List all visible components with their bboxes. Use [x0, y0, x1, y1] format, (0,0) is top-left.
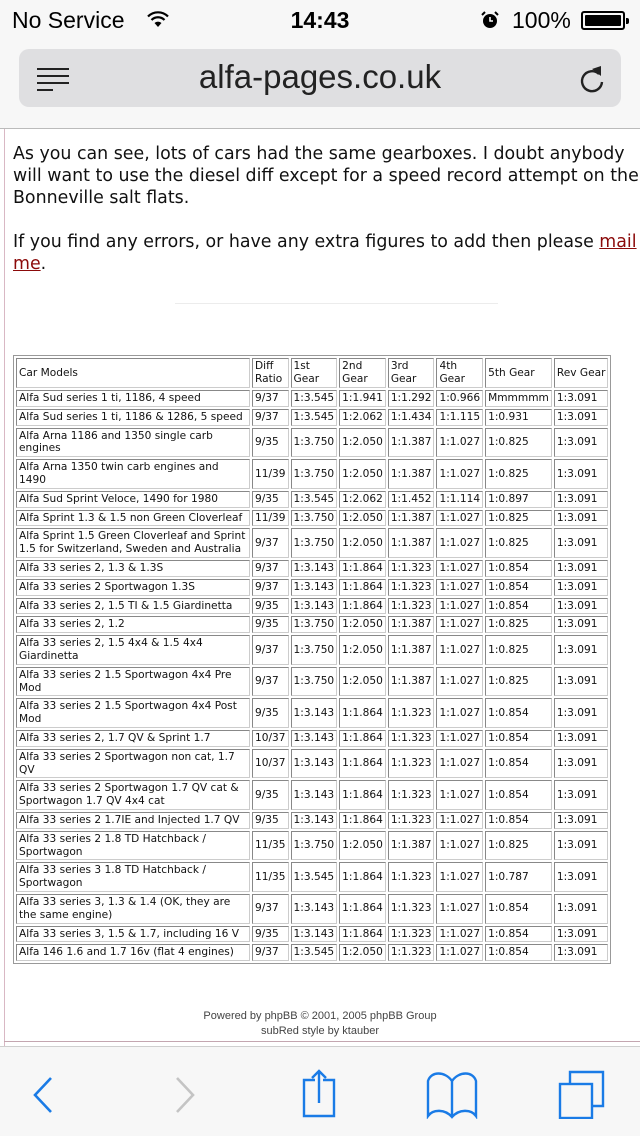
ratio-cell: 1:2.050 [339, 944, 386, 961]
ratio-cell: 1:3.545 [291, 944, 338, 961]
ratio-cell: 1:0.854 [485, 944, 552, 961]
ratio-cell: 1:0.854 [485, 698, 552, 728]
car-model-cell: Alfa Sud series 1 ti, 1186 & 1286, 5 speed [16, 409, 250, 426]
car-model-cell: Alfa 33 series 3, 1.5 & 1.7, including 16 V [16, 926, 250, 943]
browser-toolbar [0, 1046, 640, 1136]
car-model-cell: Alfa Arna 1350 twin carb engines and 1490 [16, 459, 250, 489]
page-bottom-border [4, 1041, 640, 1042]
car-model-cell: Alfa 33 series 2 Sportwagon 1.3S [16, 579, 250, 596]
ratio-cell: 1:0.854 [485, 926, 552, 943]
ratio-cell: 1:3.143 [291, 598, 338, 615]
ratio-cell: 1:0.825 [485, 528, 552, 558]
ratio-cell: 1:1.864 [339, 598, 386, 615]
ratio-cell: 1:3.143 [291, 579, 338, 596]
ratio-cell: 1:0.854 [485, 560, 552, 577]
ratio-cell: 1:0.825 [485, 635, 552, 665]
ratio-cell: 1:0.825 [485, 667, 552, 697]
ratio-cell: 9/35 [252, 698, 289, 728]
ratio-cell: 1:1.027 [436, 749, 483, 779]
ratio-cell: 1:3.091 [554, 491, 609, 508]
ratio-cell: 1:2.050 [339, 510, 386, 527]
table-row [16, 428, 608, 458]
ratio-cell: 1:1.027 [436, 831, 483, 861]
ratio-cell: 1:2.050 [339, 528, 386, 558]
reload-icon[interactable] [577, 63, 607, 95]
ratio-cell: 1:1.323 [388, 730, 435, 747]
ratio-cell: 1:3.091 [554, 616, 609, 633]
ratio-cell: 1:3.091 [554, 510, 609, 527]
car-model-cell: Alfa 33 series 3 1.8 TD Hatchback / Sportwagon [16, 862, 250, 892]
forward-icon[interactable] [160, 1069, 210, 1119]
ratio-cell: 1:1.323 [388, 749, 435, 779]
ratio-cell: 1:3.091 [554, 862, 609, 892]
ratio-cell: 1:1.864 [339, 862, 386, 892]
ratio-cell: 1:1.323 [388, 862, 435, 892]
url-text[interactable]: alfa-pages.co.uk [198, 58, 442, 95]
ratio-cell: 1:2.050 [339, 428, 386, 458]
car-model-cell: Alfa 33 series 2 Sportwagon non cat, 1.7 QV [16, 749, 250, 779]
column-header: 2nd Gear [339, 358, 386, 388]
table-row [16, 944, 608, 961]
ratio-cell: 1:1.434 [388, 409, 435, 426]
ratio-cell: 1:3.750 [291, 528, 338, 558]
ratio-cell: 1:1.027 [436, 510, 483, 527]
ratio-cell: 1:3.143 [291, 926, 338, 943]
divider [175, 303, 498, 304]
ratio-cell: 1:1.027 [436, 635, 483, 665]
ratio-cell: 1:1.027 [436, 894, 483, 924]
ratio-cell: 9/37 [252, 944, 289, 961]
ratio-cell: 1:1.323 [388, 894, 435, 924]
car-model-cell: Alfa Sud series 1 ti, 1186, 4 speed [16, 390, 250, 407]
car-model-cell: Alfa 33 series 2 1.7IE and Injected 1.7 QV [16, 812, 250, 829]
ratio-cell: 1:3.750 [291, 831, 338, 861]
ratio-cell: 1:1.452 [388, 491, 435, 508]
ratio-cell: 1:1.027 [436, 616, 483, 633]
ratio-cell: 1:1.864 [339, 749, 386, 779]
ratio-cell: 1:1.387 [388, 510, 435, 527]
table-row [16, 749, 608, 779]
ratio-cell: 1:3.091 [554, 409, 609, 426]
table-row [16, 926, 608, 943]
ratio-cell: 1:1.387 [388, 667, 435, 697]
battery-icon [581, 11, 625, 30]
ratio-cell: 1:3.091 [554, 780, 609, 810]
ratio-cell: 1:0.854 [485, 749, 552, 779]
table-row [16, 409, 608, 426]
car-model-cell: Alfa 33 series 2, 1.7 QV & Sprint 1.7 [16, 730, 250, 747]
table-row [16, 390, 608, 407]
ratio-cell: 1:0.825 [485, 616, 552, 633]
mail-me-link[interactable]: mail [599, 232, 637, 252]
table-row [16, 616, 608, 633]
ratio-cell: 1:0.854 [485, 894, 552, 924]
ratio-cell: 1:1.864 [339, 780, 386, 810]
car-model-cell: Alfa 33 series 2 1.5 Sportwagon 4x4 Pre Mod [16, 667, 250, 697]
ratio-cell: 1:1.027 [436, 698, 483, 728]
ratio-cell: 1:3.750 [291, 635, 338, 665]
ratio-cell: 1:1.115 [436, 409, 483, 426]
ratio-cell: 1:1.387 [388, 616, 435, 633]
battery-percentage: 100% [512, 7, 571, 33]
ratio-cell: 1:3.091 [554, 944, 609, 961]
car-model-cell: Alfa 33 series 2, 1.3 & 1.3S [16, 560, 250, 577]
ratio-cell: 9/35 [252, 926, 289, 943]
ratio-cell: 1:0.854 [485, 780, 552, 810]
ratio-cell: 1:1.864 [339, 894, 386, 924]
style-credit-text: subRed style by ktauber [260, 1025, 379, 1037]
car-model-cell: Alfa 33 series 2 Sportwagon 1.7 QV cat & Sportwagon 1.7 QV 4x4 cat [16, 780, 250, 810]
car-model-cell: Alfa Sprint 1.3 & 1.5 non Green Cloverleaf [16, 510, 250, 527]
table-row [16, 812, 608, 829]
ratio-cell: 1:0.854 [485, 812, 552, 829]
ratio-cell: 1:1.027 [436, 579, 483, 596]
ratio-cell: 1:3.091 [554, 894, 609, 924]
ratio-cell: 1:1.027 [436, 862, 483, 892]
ratio-cell: 10/37 [252, 749, 289, 779]
table-row [16, 560, 608, 577]
ratio-cell: 1:1.387 [388, 428, 435, 458]
table-row [16, 491, 608, 508]
table-row [16, 598, 608, 615]
ratio-cell: 1:1.387 [388, 831, 435, 861]
ratio-cell: 1:1.323 [388, 780, 435, 810]
ratio-cell: 1:3.143 [291, 894, 338, 924]
ratio-cell: 1:1.864 [339, 698, 386, 728]
ratio-cell: 1:3.091 [554, 560, 609, 577]
ratio-cell: 9/35 [252, 598, 289, 615]
ratio-cell: 1:1.864 [339, 560, 386, 577]
car-model-cell: Alfa 33 series 3, 1.3 & 1.4 (OK, they are the same engine) [16, 894, 250, 924]
car-model-cell: Alfa 146 1.6 and 1.7 16v (flat 4 engines) [16, 944, 250, 961]
table-row [16, 698, 608, 728]
share-icon[interactable] [294, 1069, 344, 1119]
ratio-cell: 9/37 [252, 635, 289, 665]
ratio-cell: 1:3.545 [291, 491, 338, 508]
alarm-icon [481, 11, 499, 29]
column-header: Car Models [16, 358, 250, 388]
ratio-cell: 1:1.027 [436, 459, 483, 489]
ratio-cell: 9/35 [252, 428, 289, 458]
ratio-cell: 9/37 [252, 560, 289, 577]
ratio-cell: 1:1.027 [436, 926, 483, 943]
ratio-cell: 1:1.027 [436, 812, 483, 829]
ratio-cell: 1:0.966 [436, 390, 483, 407]
status-bar [0, 0, 640, 40]
ratio-cell: 1:1.027 [436, 780, 483, 810]
tabs-icon[interactable] [557, 1069, 607, 1119]
powered-by-text: Powered by phpBB © 2001, 2005 phpBB Group [203, 1010, 437, 1022]
car-model-cell: Alfa 33 series 2, 1.2 [16, 616, 250, 633]
ratio-cell: 1:2.050 [339, 635, 386, 665]
ratio-cell: 1:1.323 [388, 698, 435, 728]
contact-paragraph: If you find any errors, or have any extra figures to add then please mail me. [13, 232, 637, 274]
ratio-cell: 1:0.825 [485, 510, 552, 527]
ratio-cell: 9/37 [252, 390, 289, 407]
ratio-cell: 9/35 [252, 780, 289, 810]
table-row [16, 635, 608, 665]
ratio-cell: 1:0.897 [485, 491, 552, 508]
ratio-cell: 1:1.864 [339, 926, 386, 943]
mail-me-link-continued[interactable]: me [13, 254, 41, 274]
car-model-cell: Alfa Sud Sprint Veloce, 1490 for 1980 [16, 491, 250, 508]
ratio-cell: 1:1.864 [339, 730, 386, 747]
table-row [16, 459, 608, 489]
back-icon[interactable] [18, 1069, 68, 1119]
car-model-cell: Alfa 33 series 2, 1.5 4x4 & 1.5 4x4 Giardinetta [16, 635, 250, 665]
ratio-cell: 1:1.027 [436, 598, 483, 615]
ratio-cell: 1:3.545 [291, 390, 338, 407]
ratio-cell: 1:3.750 [291, 459, 338, 489]
ratio-cell: 1:0.825 [485, 459, 552, 489]
ratio-cell: 1:3.143 [291, 560, 338, 577]
ratio-cell: 1:2.050 [339, 616, 386, 633]
column-header: Rev Gear [554, 358, 609, 388]
ratio-cell: 1:0.825 [485, 428, 552, 458]
ratio-cell: 1:1.323 [388, 560, 435, 577]
ratio-cell: 1:1.114 [436, 491, 483, 508]
ratio-cell: 1:3.143 [291, 730, 338, 747]
ratio-cell: 11/35 [252, 831, 289, 861]
ratio-cell: 9/35 [252, 616, 289, 633]
ratio-cell: 1:3.143 [291, 698, 338, 728]
clock: 14:43 [290, 7, 350, 33]
ratio-cell: 1:1.027 [436, 428, 483, 458]
ratio-cell: 1:3.545 [291, 862, 338, 892]
ratio-cell: 1:1.292 [388, 390, 435, 407]
ratio-cell: 9/35 [252, 812, 289, 829]
gear-ratio-table [13, 355, 611, 964]
car-model-cell: Alfa 33 series 2 1.8 TD Hatchback / Sportwagon [16, 831, 250, 861]
ratio-cell: 11/35 [252, 862, 289, 892]
ratio-cell: 1:3.091 [554, 579, 609, 596]
intro-paragraph: As you can see, lots of cars had the same gearboxes. I doubt anybody will want to use the diesel diff except for a speed record attempt on the Bonneville salt flats. [13, 144, 639, 208]
ratio-cell: 1:2.062 [339, 409, 386, 426]
ratio-cell: 1:1.387 [388, 635, 435, 665]
ratio-cell: 1:0.825 [485, 831, 552, 861]
ratio-cell: 1:1.323 [388, 926, 435, 943]
car-model-cell: Alfa Sprint 1.5 Green Cloverleaf and Sprint 1.5 for Switzerland, Sweden and Australia [16, 528, 250, 558]
ratio-cell: 1:0.854 [485, 730, 552, 747]
ratio-cell: 9/37 [252, 579, 289, 596]
ratio-cell: 1:3.091 [554, 698, 609, 728]
ratio-cell: 1:1.864 [339, 579, 386, 596]
table-row [16, 579, 608, 596]
ratio-cell: 1:3.091 [554, 635, 609, 665]
page-footer [0, 1009, 640, 1039]
ratio-cell: 1:2.050 [339, 667, 386, 697]
ratio-cell: 1:3.750 [291, 616, 338, 633]
article-text [13, 143, 640, 297]
ratio-cell: 11/39 [252, 459, 289, 489]
ratio-cell: 1:1.027 [436, 944, 483, 961]
ratio-cell: 1:1.027 [436, 730, 483, 747]
ratio-cell: 1:3.143 [291, 780, 338, 810]
table-row [16, 510, 608, 527]
ratio-cell: 1:1.941 [339, 390, 386, 407]
ratio-cell: 1:3.091 [554, 428, 609, 458]
bookmarks-icon[interactable] [425, 1069, 479, 1119]
ratio-cell: 1:3.143 [291, 812, 338, 829]
ratio-cell: Mmmmmm [485, 390, 552, 407]
ratio-cell: 9/37 [252, 894, 289, 924]
ratio-cell: 1:3.091 [554, 812, 609, 829]
ratio-cell: 9/35 [252, 491, 289, 508]
ratio-cell: 1:0.854 [485, 579, 552, 596]
ratio-cell: 1:1.387 [388, 528, 435, 558]
table-row [16, 667, 608, 697]
ratio-cell: 1:1.323 [388, 812, 435, 829]
ratio-cell: 1:2.050 [339, 459, 386, 489]
table-row [16, 780, 608, 810]
ratio-cell: 11/39 [252, 510, 289, 527]
ratio-cell: 1:1.027 [436, 560, 483, 577]
ratio-cell: 1:3.750 [291, 428, 338, 458]
ratio-cell: 1:3.143 [291, 749, 338, 779]
ratio-cell: 1:3.545 [291, 409, 338, 426]
ratio-cell: 1:1.387 [388, 459, 435, 489]
ratio-cell: 1:2.050 [339, 831, 386, 861]
ratio-cell: 1:0.787 [485, 862, 552, 892]
ratio-cell: 1:1.027 [436, 667, 483, 697]
ratio-cell: 1:3.091 [554, 459, 609, 489]
ratio-cell: 1:1.323 [388, 944, 435, 961]
table-row [16, 528, 608, 558]
ratio-cell: 1:0.854 [485, 598, 552, 615]
car-model-cell: Alfa 33 series 2, 1.5 TI & 1.5 Giardinetta [16, 598, 250, 615]
ratio-cell: 9/37 [252, 409, 289, 426]
ratio-cell: 1:0.931 [485, 409, 552, 426]
carrier-label: No Service [12, 7, 125, 33]
ratio-cell: 1:1.323 [388, 598, 435, 615]
car-model-cell: Alfa 33 series 2 1.5 Sportwagon 4x4 Post Mod [16, 698, 250, 728]
ratio-cell: 1:3.091 [554, 926, 609, 943]
ratio-cell: 1:2.062 [339, 491, 386, 508]
column-header: Diff Ratio [252, 358, 289, 388]
ratio-cell: 9/37 [252, 667, 289, 697]
page-border [4, 129, 5, 1046]
ratio-cell: 1:3.091 [554, 749, 609, 779]
column-header: 4th Gear [436, 358, 483, 388]
column-header: 3rd Gear [388, 358, 435, 388]
ratio-cell: 10/37 [252, 730, 289, 747]
ratio-cell: 1:3.750 [291, 510, 338, 527]
ratio-cell: 1:3.091 [554, 667, 609, 697]
ratio-cell: 1:3.091 [554, 730, 609, 747]
ratio-cell: 1:1.864 [339, 812, 386, 829]
car-model-cell: Alfa Arna 1186 and 1350 single carb engines [16, 428, 250, 458]
ratio-cell: 9/37 [252, 528, 289, 558]
table-row [16, 831, 608, 861]
address-bar[interactable] [19, 49, 621, 107]
table-row [16, 862, 608, 892]
column-header: 1st Gear [291, 358, 338, 388]
table-header-row [16, 358, 608, 388]
column-header: 5th Gear [485, 358, 552, 388]
ratio-cell: 1:3.091 [554, 598, 609, 615]
ratio-cell: 1:1.323 [388, 579, 435, 596]
web-page [0, 128, 640, 1046]
table-row [16, 730, 608, 747]
ratio-cell: 1:3.091 [554, 528, 609, 558]
ratio-cell: 1:3.091 [554, 831, 609, 861]
table-row [16, 894, 608, 924]
ratio-cell: 1:3.750 [291, 667, 338, 697]
ratio-cell: 1:1.027 [436, 528, 483, 558]
ratio-cell: 1:3.091 [554, 390, 609, 407]
